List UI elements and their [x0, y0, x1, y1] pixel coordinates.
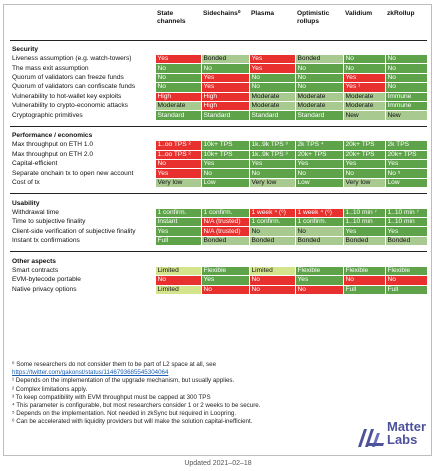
table-cell: No — [249, 83, 295, 92]
table-cell: No — [295, 64, 343, 73]
table-cell: 1 confirm. — [295, 218, 343, 227]
table-cell: 1..10 min — [385, 218, 427, 227]
table-cell: Bonded — [295, 55, 343, 64]
row-label: Max throughput on ETH 2.0 — [10, 150, 155, 159]
table-cell: No — [155, 73, 201, 82]
row-label: Cost of tx — [10, 178, 155, 187]
table-cell: Moderate — [155, 101, 201, 110]
table-cell: 1..oo TPS ² — [155, 150, 201, 159]
table-cell: No — [385, 64, 427, 73]
table-cell: Yes ¹ — [343, 83, 385, 92]
table-cell: 20k+ TPS — [343, 150, 385, 159]
table-cell: Standard — [201, 111, 249, 120]
row-label: Max throughput on ETH 1.0 — [10, 141, 155, 150]
table-row — [10, 208, 427, 217]
table-cell: Very low — [155, 178, 201, 187]
table-row — [10, 73, 427, 82]
table-cell: 2k TPS — [385, 141, 427, 150]
column-header: State channels — [157, 10, 186, 25]
footnote: ³ To keep compatibility with EVM throughput must be capped at 300 TPS — [12, 393, 211, 401]
table-cell: Yes — [201, 160, 249, 169]
row-label: Separate onchain tx to open new account — [10, 169, 155, 178]
row-label: Vulnerability to hot-wallet key exploits — [10, 92, 155, 101]
table-cell: Yes — [249, 160, 295, 169]
table-cell: Yes — [249, 55, 295, 64]
table-header-row — [10, 5, 427, 40]
table-cell: No — [295, 227, 343, 236]
table-cell: No — [385, 276, 427, 285]
table-cell: No — [201, 285, 249, 294]
row-label: The mass exit assumption — [10, 64, 155, 73]
table-cell: Moderate — [343, 92, 385, 101]
table-cell: Bonded — [385, 236, 427, 245]
table-row — [10, 178, 427, 187]
row-label: Capital-efficient — [10, 160, 155, 169]
table-cell: No — [249, 285, 295, 294]
table-cell: No — [249, 276, 295, 285]
footnote: ⁶ Can be accelerated with liquidity providers but will make the solution capital-inefficient. — [12, 418, 253, 426]
comparison-table — [10, 5, 428, 295]
table-cell: No — [249, 227, 295, 236]
table-row — [10, 218, 427, 227]
table-cell: Yes — [295, 160, 343, 169]
table-cell: Yes — [155, 55, 201, 64]
table-cell: Yes — [385, 160, 427, 169]
table-cell: 1..10 min ⁷ — [385, 208, 427, 217]
row-label: Quorum of validators can confiscate funds — [10, 83, 155, 92]
section-title: Other aspects — [12, 257, 56, 265]
footnote-link[interactable]: https://twitter.com/gakonst/status/1146793685545304064 — [12, 369, 169, 377]
table-cell: 1 confirm. — [249, 218, 295, 227]
table-row — [10, 55, 427, 64]
table-cell: 1 week ⁴ (⁶) — [249, 208, 295, 217]
table-cell: Low — [201, 178, 249, 187]
table-cell: Yes — [343, 227, 385, 236]
table-cell: No — [295, 285, 343, 294]
row-label: Withdrawal time — [10, 208, 155, 217]
footnote: ⁰ Some researchers do not consider them to be part of L2 space at all, see — [12, 361, 217, 368]
table-cell: Yes — [155, 227, 201, 236]
row-label: Smart contracts — [10, 266, 155, 275]
footnote: ⁴ This parameter is configurable, but most researchers consider 1 or 2 weeks to be secure. — [12, 402, 261, 410]
table-row — [10, 111, 427, 120]
updated-date: Updated 2021–02–18 — [184, 460, 252, 467]
table-cell: Flexible — [343, 266, 385, 275]
comparison-card — [3, 4, 432, 456]
section-title-row — [10, 254, 427, 267]
table-cell: Standard — [295, 111, 343, 120]
column-header: Validium — [345, 10, 373, 17]
table-row — [10, 83, 427, 92]
section-title-row — [10, 196, 427, 209]
table-cell: Standard — [249, 111, 295, 120]
table-cell: Limited — [155, 285, 201, 294]
section-title: Performance / economics — [12, 132, 93, 140]
table-row — [10, 285, 427, 294]
footnote: ¹ Depends on the implementation of the upgrade mechanism, but usually applies. — [12, 377, 235, 385]
row-label: Cryptographic primitives — [10, 111, 155, 120]
footnote: ² Complex limitations apply. — [12, 385, 88, 393]
table-cell: No — [155, 276, 201, 285]
table-cell: No — [155, 83, 201, 92]
row-label: EVM-bytecode portable — [10, 276, 155, 285]
table-cell: Flexible — [295, 266, 343, 275]
table-row — [10, 227, 427, 236]
table-cell: No ⁵ — [385, 169, 427, 178]
table-row — [10, 101, 427, 110]
table-row — [10, 160, 427, 169]
table-cell: High — [155, 92, 201, 101]
table-cell: Yes — [343, 160, 385, 169]
row-label: Liveness assumption (e.g. watch-towers) — [10, 55, 155, 64]
table-cell: 1 confirm. — [201, 208, 249, 217]
table-cell: 1..oo TPS ² — [155, 141, 201, 150]
table-cell: Moderate — [249, 92, 295, 101]
table-cell: No — [249, 169, 295, 178]
table-cell: 1 confirm. — [155, 208, 201, 217]
section-title: Usability — [12, 199, 40, 207]
table-cell: Yes — [201, 83, 249, 92]
table-cell: Bonded — [343, 236, 385, 245]
table-cell: No — [201, 169, 249, 178]
table-row — [10, 64, 427, 73]
logo-text — [387, 420, 427, 446]
table-cell: Very low — [343, 178, 385, 187]
table-cell: 20k+ TPS — [343, 141, 385, 150]
table-cell: Very low — [249, 178, 295, 187]
column-header: Sidechains⁰ — [203, 10, 241, 17]
table-cell: No — [385, 55, 427, 64]
table-cell: No — [295, 73, 343, 82]
column-header: Optimistic rollups — [297, 10, 330, 25]
table-cell: High — [201, 101, 249, 110]
row-label: Client-side verification of subjective finality — [10, 227, 155, 236]
row-label: Time to subjective finality — [10, 218, 155, 227]
table-cell: N/A (trusted) — [201, 227, 249, 236]
table-cell: No — [385, 73, 427, 82]
table-cell: Yes — [155, 169, 201, 178]
table-cell: Yes — [201, 73, 249, 82]
row-label: Vulnerability to crypto-economic attacks — [10, 101, 155, 110]
table-cell: Immune — [385, 101, 427, 110]
table-cell: N/A (trusted) — [201, 218, 249, 227]
table-cell: Yes — [385, 227, 427, 236]
table-row — [10, 92, 427, 101]
table-cell: Limited — [249, 266, 295, 275]
table-cell: Low — [295, 178, 343, 187]
footnotes — [12, 361, 352, 427]
table-cell: 1k..9k TPS ³ — [249, 141, 295, 150]
section-title: Security — [12, 46, 39, 53]
table-cell: No — [385, 83, 427, 92]
table-cell: New — [385, 111, 427, 120]
table-cell: 20k+ TPS — [295, 150, 343, 159]
table-cell: Yes — [249, 64, 295, 73]
table-cell: 20k+ TPS — [385, 150, 427, 159]
table-cell: No — [155, 64, 201, 73]
logo-mark-icon — [356, 423, 386, 449]
table-cell: Bonded — [295, 236, 343, 245]
table-cell: No — [295, 169, 343, 178]
table-cell: New — [343, 111, 385, 120]
table-cell: Bonded — [249, 236, 295, 245]
table-cell: Bonded — [201, 55, 249, 64]
table-cell: 1 week ⁴ (⁶) — [295, 208, 343, 217]
table-cell: Yes — [295, 276, 343, 285]
table-row — [10, 141, 427, 150]
table-cell: Instant — [155, 218, 201, 227]
table-cell: Standard — [155, 111, 201, 120]
section-title-row — [10, 128, 427, 141]
table-cell: No — [155, 160, 201, 169]
table-cell: 1..10 min — [343, 218, 385, 227]
row-label: Instant tx confirmations — [10, 236, 155, 245]
column-header: Plasma — [251, 10, 275, 17]
table-cell: Moderate — [343, 101, 385, 110]
table-row — [10, 236, 427, 245]
table-row — [10, 169, 427, 178]
table-row — [10, 266, 427, 275]
table-row — [10, 276, 427, 285]
column-header: zkRollup — [387, 10, 415, 17]
table-cell: Moderate — [249, 101, 295, 110]
table-cell: Low — [385, 178, 427, 187]
table-cell: Moderate — [295, 101, 343, 110]
table-cell: High — [201, 92, 249, 101]
table-cell: 1..10 min ⁷ — [343, 208, 385, 217]
table-cell: Limited — [155, 266, 201, 275]
table-cell: Full — [385, 285, 427, 294]
table-cell: 2k TPS ⁴ — [295, 141, 343, 150]
table-cell: 1k..9k TPS ³ — [249, 150, 295, 159]
table-cell: 10k+ TPS — [201, 141, 249, 150]
table-cell: Full — [343, 285, 385, 294]
table-cell: Bonded — [201, 236, 249, 245]
matter-labs-logo — [356, 419, 428, 453]
table-cell: No — [201, 64, 249, 73]
table-cell: Yes — [201, 276, 249, 285]
table-cell: No — [249, 73, 295, 82]
table-row — [10, 150, 427, 159]
header-corner — [10, 5, 155, 40]
table-cell: Flexible — [385, 266, 427, 275]
row-label: Quorum of validators can freeze funds — [10, 73, 155, 82]
table-cell: No — [343, 169, 385, 178]
table-cell: Moderate — [295, 92, 343, 101]
table-cell: No — [343, 55, 385, 64]
table-cell: No — [343, 64, 385, 73]
table-cell: Full — [155, 236, 201, 245]
table-cell: Yes — [343, 73, 385, 82]
section-title-row — [10, 42, 427, 55]
table-cell: Flexible — [201, 266, 249, 275]
table-cell: No — [295, 83, 343, 92]
table-cell: No — [343, 276, 385, 285]
logo-wordmark: Matter Labs — [387, 419, 427, 447]
table-cell: 10k+ TPS — [201, 150, 249, 159]
table-cell: Immune — [385, 92, 427, 101]
row-label: Native privacy options — [10, 285, 155, 294]
footnote: ⁵ Depends on the implementation. Not needed in zkSync but required in Loopring. — [12, 410, 237, 418]
